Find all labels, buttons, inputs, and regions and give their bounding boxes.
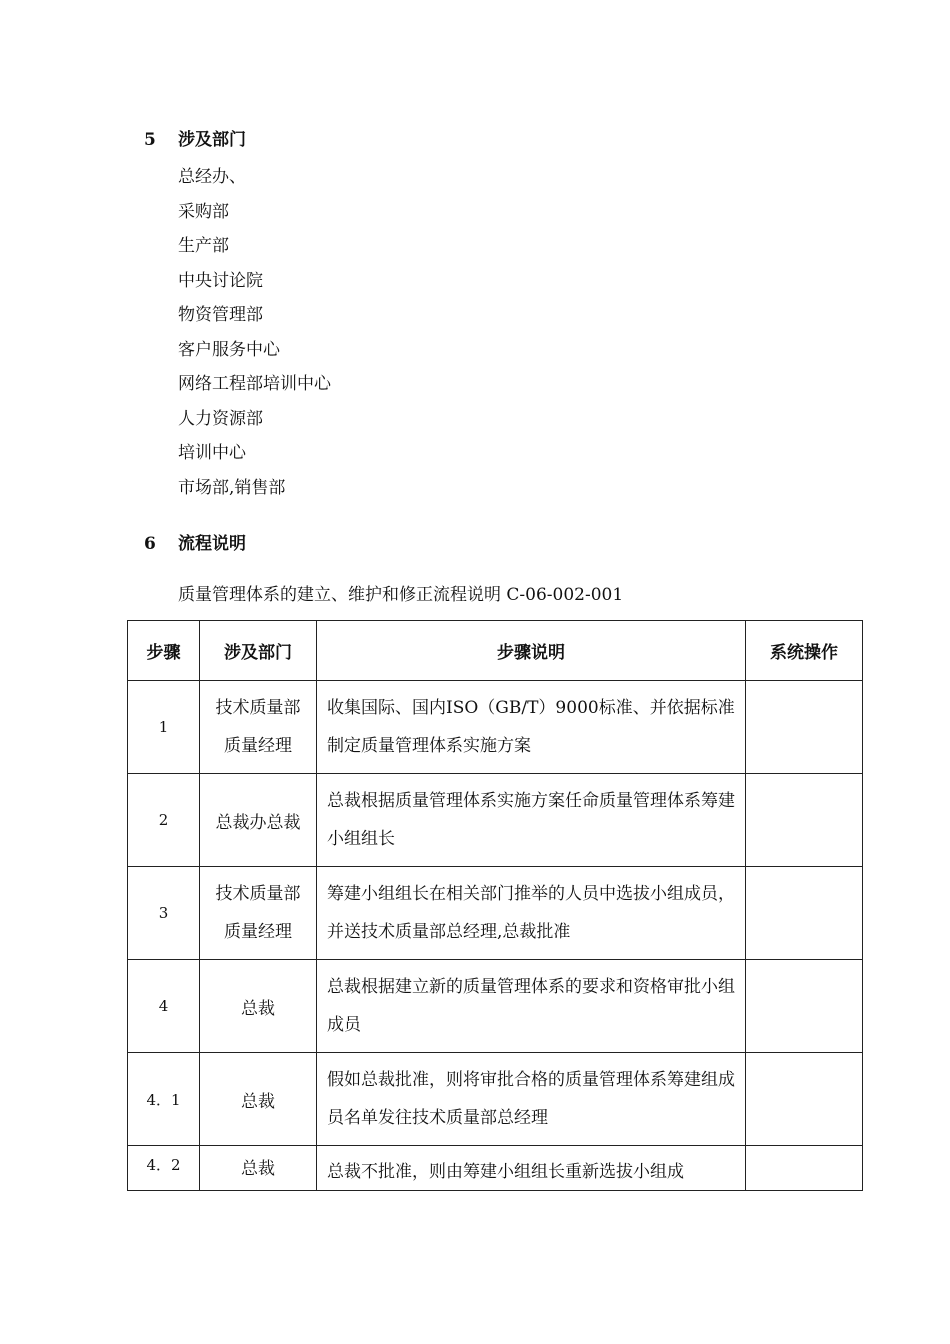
description-cell: 总裁根据建立新的质量管理体系的要求和资格审批小组成员 (317, 960, 746, 1053)
header-step: 步骤 (128, 621, 200, 681)
list-item: 人力资源部 (178, 408, 263, 429)
description-cell: 总裁根据质量管理体系实施方案任命质量管理体系筹建小组组长 (317, 774, 746, 867)
table-header-row (128, 621, 863, 681)
step-cell: 3 (128, 867, 200, 960)
operation-cell (746, 681, 863, 774)
table-row (128, 960, 863, 1053)
operation-cell (746, 774, 863, 867)
section-5-heading (144, 125, 246, 150)
step-cell: 2 (128, 774, 200, 867)
department-cell: 总裁 (200, 1146, 317, 1191)
section-6-heading (144, 529, 246, 554)
table-row (128, 1053, 863, 1146)
step-cell: 4．2 (128, 1146, 200, 1191)
list-item: 中央讨论院 (178, 270, 263, 291)
department-cell: 技术质量部 质量经理 (200, 867, 317, 960)
section-number: 5 (144, 130, 156, 150)
list-item: 生产部 (178, 236, 229, 256)
department-cell: 总裁 (200, 1053, 317, 1146)
list-item: 总经办、 (178, 167, 246, 187)
list-item: 网络工程部培训中心 (178, 374, 331, 394)
section-title: 涉及部门 (178, 130, 246, 150)
header-system-operation: 系统操作 (746, 621, 863, 681)
department-cell: 总裁 (200, 960, 317, 1053)
department-list (178, 163, 331, 508)
operation-cell (746, 960, 863, 1053)
table-row (128, 1146, 863, 1191)
description-cell: 总裁不批准，则由筹建小组组长重新选拔小组成 (317, 1146, 746, 1191)
operation-cell (746, 867, 863, 960)
table-row (128, 867, 863, 960)
section-number: 6 (144, 534, 156, 554)
description-cell: 收集国际、国内ISO（GB/T）9000标准、并依据标准制定质量管理体系实施方案 (317, 681, 746, 774)
operation-cell (746, 1053, 863, 1146)
description-cell: 筹建小组组长在相关部门推举的人员中选拔小组成员，并送技术质量部总经理,总裁批准 (317, 867, 746, 960)
header-description: 步骤说明 (317, 621, 746, 681)
list-item: 培训中心 (178, 443, 246, 463)
description-cell: 假如总裁批准，则将审批合格的质量管理体系筹建组成员名单发往技术质量部总经理 (317, 1053, 746, 1146)
department-cell: 总裁办总裁 (200, 774, 317, 867)
process-table (127, 620, 863, 1191)
table-row (128, 681, 863, 774)
step-cell: 4 (128, 960, 200, 1053)
list-item: 采购部 (178, 201, 229, 222)
step-cell: 1 (128, 681, 200, 774)
table-caption: 质量管理体系的建立、维护和修正流程说明 C-06-002-001 (178, 585, 624, 605)
header-department: 涉及部门 (200, 621, 317, 681)
department-cell: 技术质量部 质量经理 (200, 681, 317, 774)
list-item: 市场部,销售部 (178, 477, 286, 498)
step-cell: 4．1 (128, 1053, 200, 1146)
section-title: 流程说明 (178, 534, 246, 554)
table-row (128, 774, 863, 867)
list-item: 客户服务中心 (178, 339, 280, 360)
operation-cell (746, 1146, 863, 1191)
list-item: 物资管理部 (178, 305, 263, 325)
